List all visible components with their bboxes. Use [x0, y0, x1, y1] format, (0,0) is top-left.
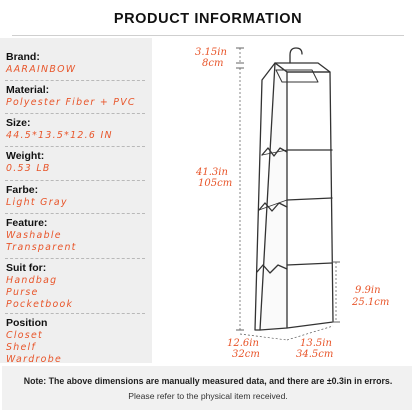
spec-value: Closet — [6, 330, 44, 341]
spec-label: Brand: — [6, 51, 40, 63]
spec-value: Wardrobe — [6, 354, 63, 365]
dimension-ticks — [236, 48, 340, 330]
spec-value: Pocketbook — [6, 299, 74, 310]
spec-value: Polyester Fiber + PVC — [6, 97, 136, 108]
note-subtext: Please refer to the physical item received. — [128, 391, 288, 401]
spec-label: Suit for: — [6, 262, 47, 274]
pocket-divider — [287, 263, 332, 265]
spec-label: Material: — [6, 84, 50, 96]
spec-value: Purse — [6, 287, 39, 298]
depth-dim-in: 12.6in — [227, 338, 259, 349]
depth-dim-cm: 32cm — [232, 349, 260, 360]
note-panel — [2, 366, 412, 410]
spec-value: Washable — [6, 230, 62, 241]
width-dim-in: 13.5in — [300, 338, 332, 349]
height-dim-in: 41.3in — [196, 167, 228, 178]
note-text: Note: The above dimensions are manually measured data, and there are ±0.3in in errors. — [23, 376, 393, 386]
spec-label: Position — [6, 317, 48, 329]
spec-value: AARAINBOW — [6, 64, 77, 75]
pocket-divider — [287, 198, 332, 200]
dimension-lines — [240, 48, 336, 340]
spec-value: Transparent — [6, 242, 77, 253]
spec-label: Size: — [6, 117, 31, 129]
height-dim-cm: 105cm — [198, 178, 233, 189]
spec-label: Weight: — [6, 150, 45, 162]
spec-value: Handbag — [6, 275, 58, 286]
page-title: PRODUCT INFORMATION — [113, 11, 303, 27]
spec-value: Light Gray — [6, 197, 68, 208]
hanger-hook — [290, 48, 302, 63]
spec-label: Farbe: — [6, 184, 39, 196]
spec-value: Shelf — [6, 342, 37, 353]
hanging-organizer-drawing — [255, 48, 333, 330]
width-dim-cm: 34.5cm — [296, 349, 334, 360]
spec-value: 0.53 LB — [6, 163, 51, 174]
hook-dim-in: 3.15in — [195, 47, 227, 58]
hook-dim-cm: 8cm — [202, 58, 224, 69]
pocket-dim-cm: 25.1cm — [352, 297, 390, 308]
spec-label: Feature: — [6, 217, 48, 229]
pocket-dim-in: 9.9in — [355, 285, 381, 296]
organizer-front — [260, 63, 287, 330]
spec-value: 44.5*13.5*12.6 IN — [6, 130, 113, 141]
